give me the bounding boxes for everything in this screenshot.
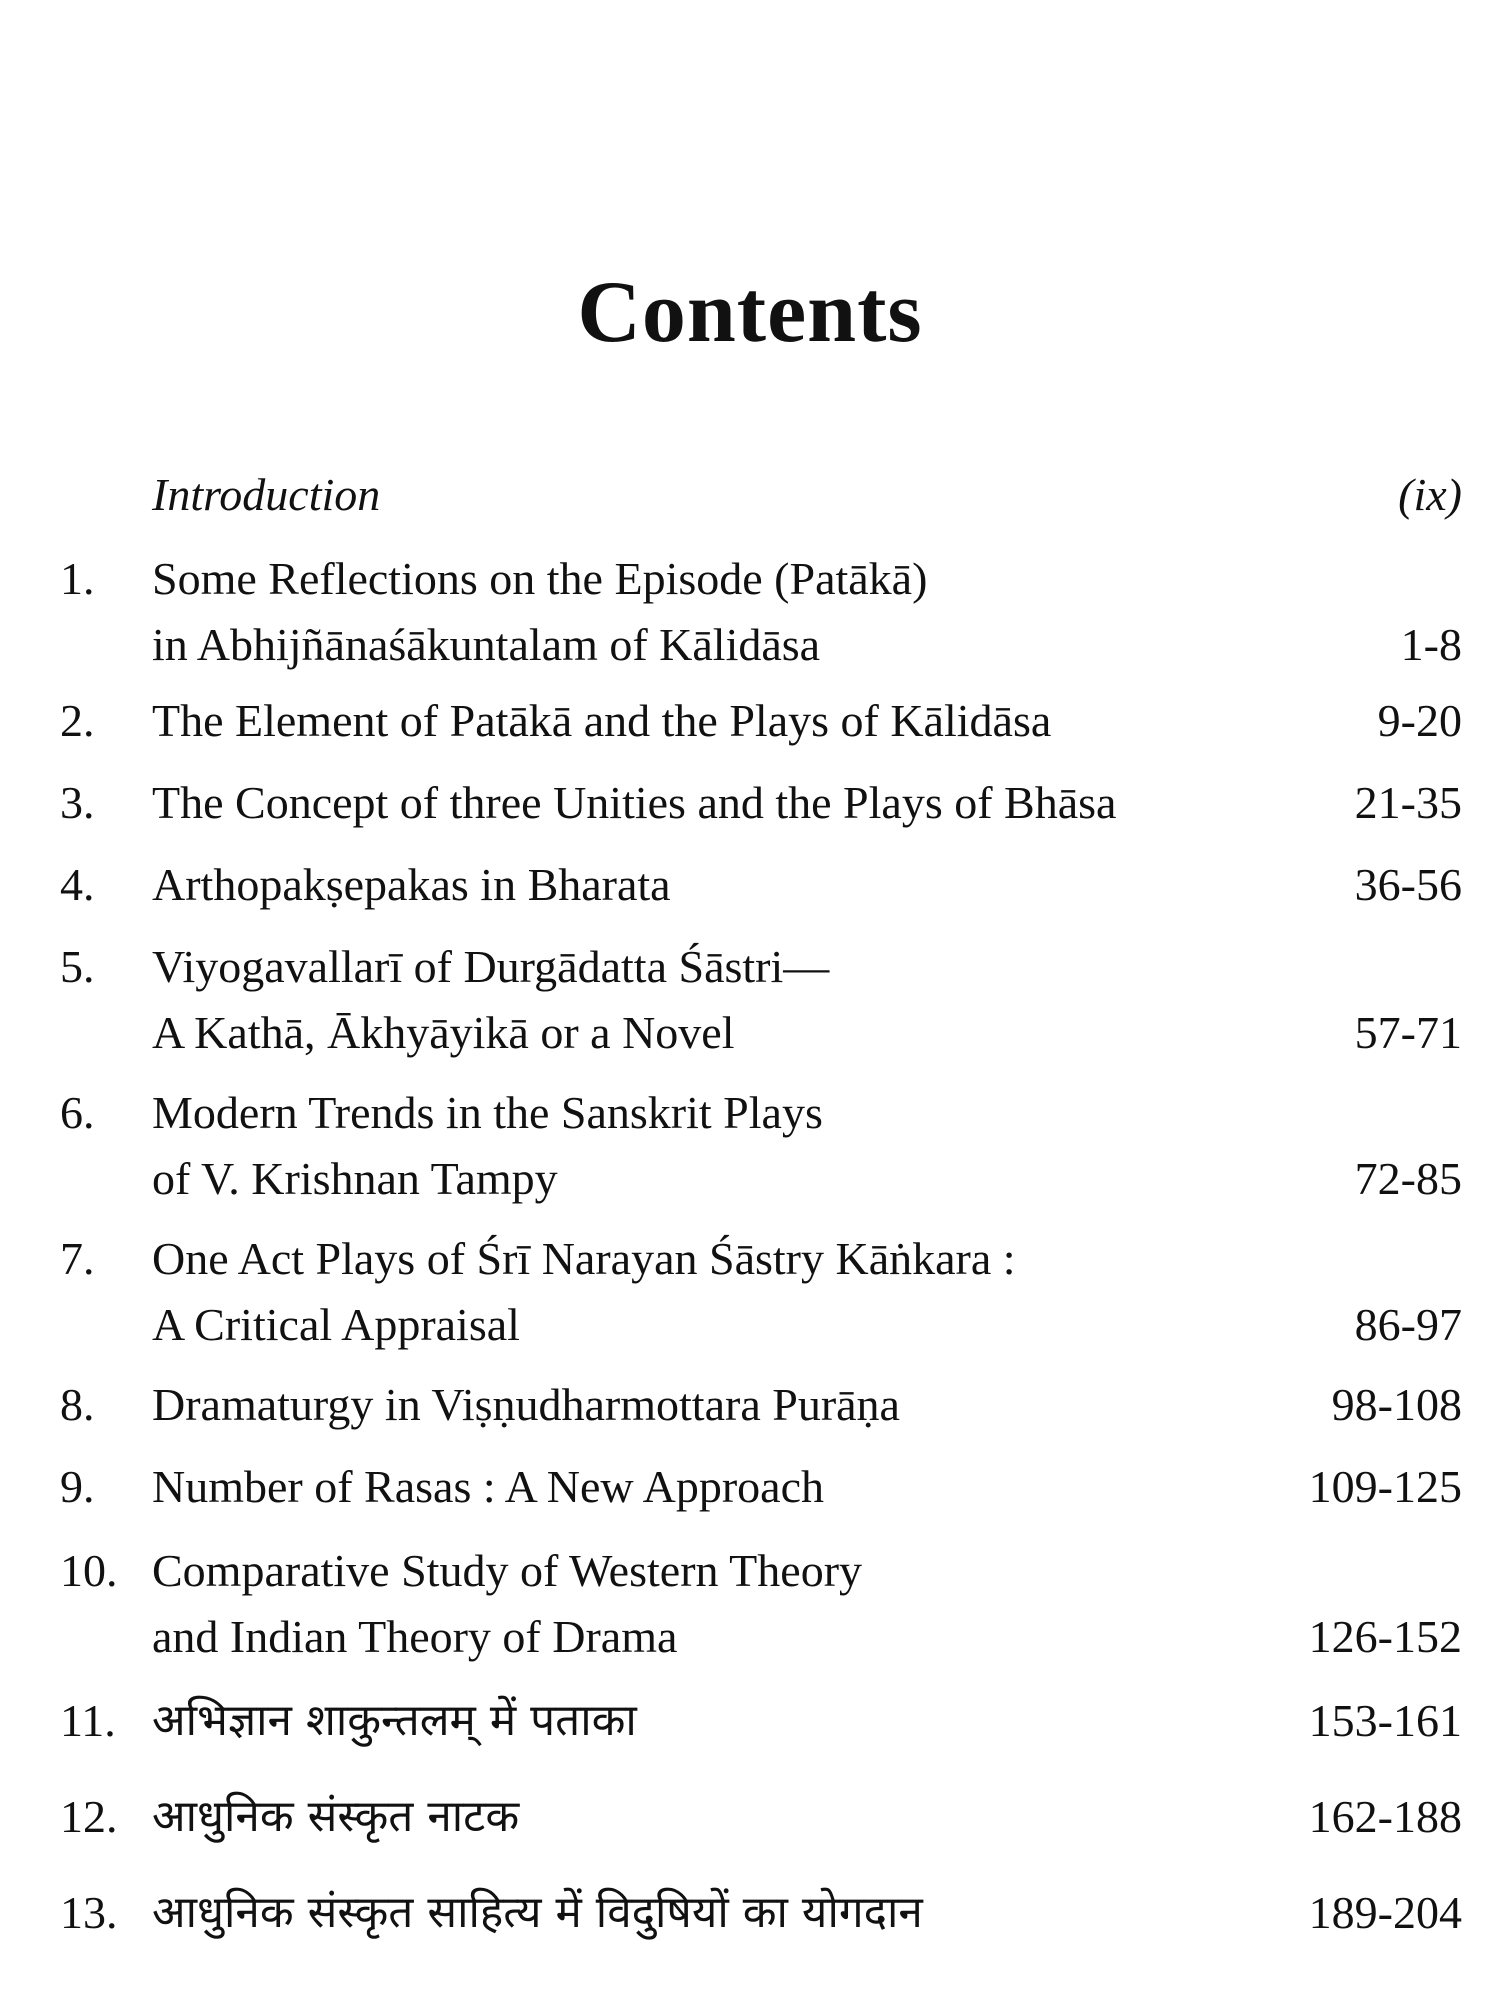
toc-entry-title-line: Viyogavallarī of Durgādatta Śāstri— <box>152 941 830 992</box>
toc-entry-title-line: Dramaturgy in Viṣṇudharmottara Purāṇa <box>152 1379 900 1430</box>
toc-entry-title <box>152 1080 1292 1212</box>
toc-entry-number: 4. <box>60 859 95 910</box>
toc-intro-pages: (ix) <box>1398 469 1462 520</box>
toc-entry-number: 10. <box>60 1545 118 1596</box>
toc-entry-number: 1. <box>60 553 95 604</box>
toc-entry-pages: 36-56 <box>1354 859 1462 910</box>
toc-entry-title <box>152 1372 1292 1438</box>
toc-entry-title-line: आधुनिक संस्कृत साहित्य में विदुषियों का योगदान <box>152 1887 923 1938</box>
toc-entry-pages: 153-161 <box>1308 1695 1462 1746</box>
toc-entry-pages: 162-188 <box>1308 1791 1462 1842</box>
toc-entry-number: 7. <box>60 1233 95 1284</box>
toc-entry-title <box>152 688 1292 754</box>
toc-entry-number: 3. <box>60 777 95 828</box>
toc-entry-title <box>152 770 1292 836</box>
toc-entry-title-line: The Concept of three Unities and the Plays of Bhāsa <box>152 777 1117 828</box>
toc-entry-pages: 1-8 <box>1400 619 1462 670</box>
toc-entry-pages: 57-71 <box>1354 1007 1462 1058</box>
toc-entry-title-line: A Kathā, Ākhyāyikā or a Novel <box>152 1007 735 1058</box>
toc-entry-pages: 72-85 <box>1354 1153 1462 1204</box>
toc-entry-title <box>152 1784 1292 1850</box>
toc-entry-title-line: Number of Rasas : A New Approach <box>152 1461 824 1512</box>
toc-entry-number: 2. <box>60 695 95 746</box>
toc-entry-title <box>152 852 1292 918</box>
toc-entry-title <box>152 1880 1292 1946</box>
toc-entry-title <box>152 1226 1292 1358</box>
toc-entry-title-line: Modern Trends in the Sanskrit Plays <box>152 1087 823 1138</box>
page-title: Contents <box>577 264 923 361</box>
toc-entry-number: 9. <box>60 1461 95 1512</box>
toc-entry-pages: 189-204 <box>1308 1887 1462 1938</box>
toc-entry-number: 8. <box>60 1379 95 1430</box>
toc-entry-title-line: Some Reflections on the Episode (Patākā) <box>152 553 928 604</box>
toc-entry-title-line: of V. Krishnan Tampy <box>152 1153 558 1204</box>
toc-entry-title <box>152 934 1292 1066</box>
toc-entry-title <box>152 1454 1292 1520</box>
toc-entry-pages: 126-152 <box>1308 1611 1462 1662</box>
toc-entry-title-line: and Indian Theory of Drama <box>152 1611 678 1662</box>
toc-entry-title-line: in Abhijñānaśākuntalam of Kālidāsa <box>152 619 821 670</box>
toc-entry-number: 13. <box>60 1887 118 1938</box>
toc-intro-label: Introduction <box>152 469 381 520</box>
toc-entry-number: 5. <box>60 941 95 992</box>
toc-entry-title-line: A Critical Appraisal <box>152 1299 520 1350</box>
toc-entry-title-line: One Act Plays of Śrī Narayan Śāstry Kāṅkara : <box>152 1233 1016 1284</box>
toc-entry-pages: 9-20 <box>1377 695 1462 746</box>
toc-entry-title-line: Comparative Study of Western Theory <box>152 1545 863 1596</box>
toc-entry-title-line: अभिज्ञान शाकुन्तलम् में पताका <box>152 1695 637 1746</box>
toc-entry-number: 6. <box>60 1087 95 1138</box>
toc-entry-pages: 109-125 <box>1308 1461 1462 1512</box>
toc-entry-title-line: The Element of Patākā and the Plays of Kālidāsa <box>152 695 1052 746</box>
toc-entry-title-line: आधुनिक संस्कृत नाटक <box>152 1791 520 1842</box>
toc-entry-pages: 98-108 <box>1331 1379 1462 1430</box>
toc-entry-title-line: Arthopakṣepakas in Bharata <box>152 859 671 910</box>
toc-entry-title <box>152 546 1292 678</box>
toc-entry-pages: 21-35 <box>1354 777 1462 828</box>
toc-entry-title <box>152 1538 1292 1670</box>
toc-entry-title <box>152 1688 1292 1754</box>
toc-entry-pages: 86-97 <box>1354 1299 1462 1350</box>
toc-entry-number: 11. <box>60 1695 116 1746</box>
toc-entry-number: 12. <box>60 1791 118 1842</box>
